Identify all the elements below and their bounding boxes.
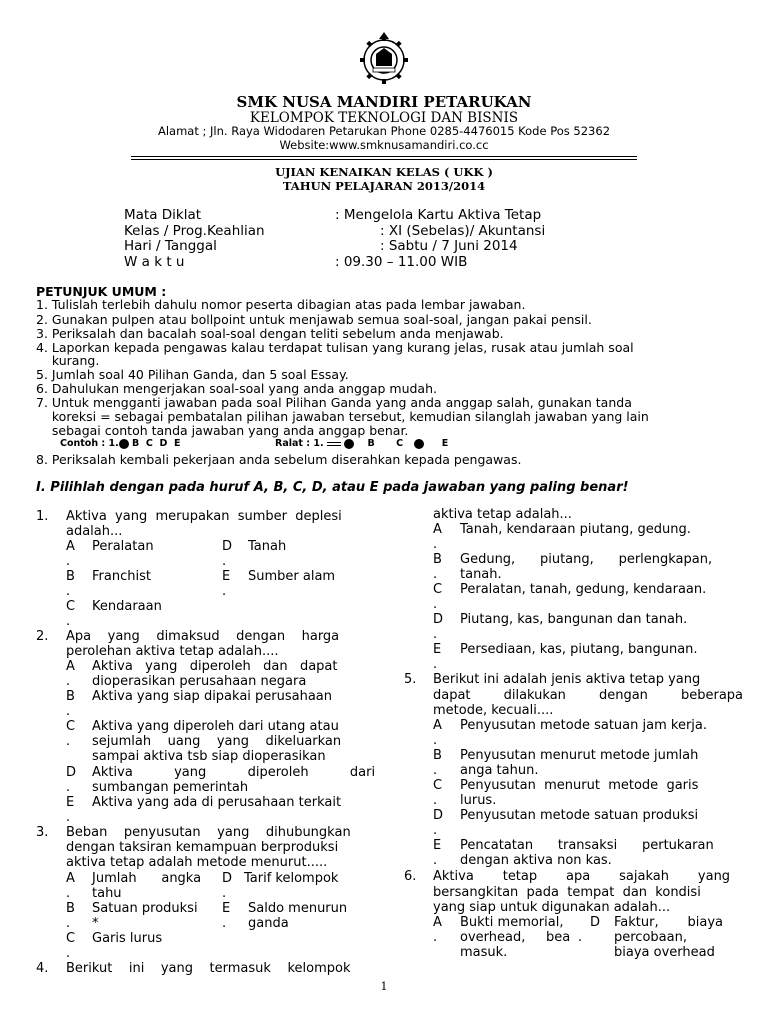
- question-text: Tanah, kendaraan piutang, gedung.: [460, 522, 691, 537]
- example-option-c: C: [396, 438, 404, 449]
- question-text: A: [66, 659, 75, 674]
- question-text: E: [222, 569, 231, 584]
- question-text: .: [433, 537, 438, 552]
- instructions-heading: PETUNJUK UMUM :: [36, 284, 167, 299]
- question-text: Aktiva yang siap dipakai perusahaan: [92, 689, 333, 704]
- info-label-date: Hari / Tanggal: [124, 238, 217, 254]
- question-text: .: [433, 930, 438, 945]
- question-text: Saldo menurun: [248, 901, 348, 916]
- question-text: Penyusutan menurut metode jumlah: [460, 748, 699, 763]
- question-text: percobaan,: [614, 930, 687, 945]
- question-text: Aktiva yang diperoleh dan dapat: [92, 659, 338, 674]
- question-text: A: [66, 539, 75, 554]
- instruction-line: 2. Gunakan pulpen atau bollpoint untuk menjawab semua soal-soal, jangan pakai pensil.: [36, 312, 592, 327]
- question-text: 2.: [36, 629, 49, 644]
- question-text: sumbangan pemerintah: [92, 780, 249, 795]
- question-text: D: [433, 612, 444, 627]
- question-text: B: [66, 569, 75, 584]
- question-text: .: [66, 554, 71, 569]
- question-text: .: [433, 793, 438, 808]
- page-number: 1: [380, 980, 388, 993]
- info-value-time: : 09.30 – 11.00 WIB: [335, 254, 468, 270]
- instruction-line: koreksi = sebagai pembatalan pilihan jawaban tersebut, kemudian silanglah jawaban yang lain: [36, 409, 649, 424]
- question-text: .: [222, 554, 227, 569]
- filled-answer-dot-icon: [119, 439, 129, 449]
- instruction-line: 7. Untuk mengganti jawaban pada soal Pilihan Ganda yang anda anggap salah, gunakan tanda: [36, 395, 632, 410]
- question-text: B: [66, 689, 75, 704]
- question-text: bersangkitan pada tempat dan kondisi: [433, 885, 701, 900]
- question-text: ganda: [248, 916, 289, 931]
- question-text: E: [433, 838, 442, 853]
- question-text: Aktiva yang diperoleh dari utang atau: [92, 719, 339, 734]
- question-text: *: [92, 916, 99, 931]
- question-text: .: [66, 704, 71, 719]
- question-text: overhead, bea: [460, 930, 571, 945]
- header-rule-thin: [131, 159, 637, 160]
- filled-answer-dot-icon: [414, 439, 424, 449]
- question-text: .: [222, 886, 227, 901]
- example-correct-options: B C D E: [128, 438, 181, 449]
- question-text: aktiva tetap adalah...: [433, 507, 572, 522]
- instruction-line: 3. Periksalah dan bacalah soal-soal dengan teliti sebelum anda menjawab.: [36, 326, 504, 341]
- question-text: C: [66, 599, 76, 614]
- question-text: .: [433, 597, 438, 612]
- example-correct: [60, 438, 180, 449]
- question-text: dengan taksiran kemampuan berproduksi: [66, 840, 339, 855]
- question-text: B: [433, 748, 442, 763]
- question-text: D: [66, 765, 77, 780]
- question-text: lurus.: [460, 793, 497, 808]
- question-text: C: [433, 582, 443, 597]
- question-text: .: [66, 734, 71, 749]
- question-text: Berikut ini adalah jenis aktiva tetap yang: [433, 672, 701, 687]
- question-text: Aktiva tetap apa sajakah yang: [433, 869, 731, 884]
- question-text: anga tahun.: [460, 763, 539, 778]
- question-text: sampai aktiva tsb siap dioperasikan: [92, 749, 326, 764]
- question-text: Franchist: [92, 569, 151, 584]
- question-text: dioperasikan perusahaan negara: [92, 674, 307, 689]
- question-text: .: [66, 946, 71, 961]
- question-text: Bukti memorial,: [460, 915, 564, 930]
- question-text: B: [433, 552, 442, 567]
- question-text: Garis lurus: [92, 931, 163, 946]
- question-text: C: [433, 778, 443, 793]
- question-text: .: [66, 916, 71, 931]
- question-text: .: [66, 614, 71, 629]
- question-text: .: [433, 733, 438, 748]
- question-text: Berikut ini yang termasuk kelompok: [66, 961, 351, 976]
- question-text: yang siap untuk digunakan adalah...: [433, 900, 671, 915]
- question-text: A: [433, 915, 442, 930]
- question-text: perolehan aktiva tetap adalah....: [66, 644, 279, 659]
- school-website: Website:www.smknusamandiri.co.cc: [279, 138, 489, 152]
- instruction-line: 1. Tulislah terlebih dahulu nomor peserta dibagian atas pada lembar jawaban.: [36, 297, 526, 312]
- example-correction: [275, 438, 448, 449]
- question-text: Faktur, biaya: [614, 915, 724, 930]
- exam-year: TAHUN PELAJARAN 2013/2014: [282, 179, 486, 193]
- question-text: D: [590, 915, 601, 930]
- school-group: KELOMPOK TEKNOLOGI DAN BISNIS: [249, 110, 519, 126]
- question-text: E: [222, 901, 231, 916]
- question-text: .: [433, 567, 438, 582]
- question-text: Persediaan, kas, piutang, bangunan.: [460, 642, 698, 657]
- question-text: Aktiva yang merupakan sumber deplesi: [66, 509, 342, 524]
- question-text: dengan aktiva non kas.: [460, 853, 612, 868]
- question-text: masuk.: [460, 945, 508, 960]
- question-text: Jumlah angka: [92, 871, 202, 886]
- question-text: .: [66, 674, 71, 689]
- info-value-subject: : Mengelola Kartu Aktiva Tetap: [335, 207, 542, 223]
- question-text: 4.: [36, 961, 49, 976]
- question-text: Penyusutan metode satuan jam kerja.: [460, 718, 707, 733]
- question-text: C: [66, 719, 76, 734]
- question-text: .: [222, 584, 227, 599]
- instruction-line: 8. Periksalah kembali pekerjaan anda sebelum diserahkan kepada pengawas.: [36, 452, 522, 467]
- question-text: .: [433, 823, 438, 838]
- question-text: .: [66, 780, 71, 795]
- question-text: Tarif kelompok: [244, 871, 339, 886]
- question-text: sejumlah uang yang dikeluarkan: [92, 734, 342, 749]
- question-text: Sumber alam: [248, 569, 336, 584]
- info-label-class: Kelas / Prog.Keahlian: [124, 223, 265, 239]
- question-text: Peralatan: [92, 539, 154, 554]
- question-text: .: [433, 853, 438, 868]
- info-value-date: : Sabtu / 7 Juni 2014: [380, 238, 518, 254]
- question-text: .: [222, 916, 227, 931]
- question-text: .: [66, 810, 71, 825]
- question-text: Piutang, kas, bangunan dan tanah.: [460, 612, 688, 627]
- question-text: D: [433, 808, 444, 823]
- question-text: Penyusutan metode satuan produksi: [460, 808, 699, 823]
- question-text: .: [578, 930, 583, 945]
- info-label-time: W a k t u: [124, 254, 185, 270]
- question-text: 1.: [36, 509, 49, 524]
- question-text: Beban penyusutan yang dihubungkan: [66, 825, 351, 840]
- question-text: Peralatan, tanah, gedung, kendaraan.: [460, 582, 707, 597]
- example-correction-label: Ralat : 1.: [275, 438, 324, 449]
- example-option-b: B: [367, 438, 375, 449]
- info-value-class: : XI (Sebelas)/ Akuntansi: [380, 223, 546, 239]
- question-text: adalah...: [66, 524, 123, 539]
- question-text: .: [66, 886, 71, 901]
- crossed-answer-icon: [327, 439, 341, 449]
- question-text: D: [222, 539, 233, 554]
- instruction-line: 4. Laporkan kepada pengawas kalau terdapat tulisan yang kurang jelas, rusak atau jumlah soal: [36, 340, 634, 355]
- question-text: 6.: [404, 869, 417, 884]
- question-text: A: [433, 522, 442, 537]
- question-text: .: [433, 627, 438, 642]
- question-text: biaya overhead: [614, 945, 715, 960]
- school-name: SMK NUSA MANDIRI PETARUKAN: [236, 93, 532, 111]
- filled-answer-dot-icon: [344, 439, 354, 449]
- question-text: 3.: [36, 825, 49, 840]
- instruction-line: sebagai contoh tanda jawaban yang anda anggap benar.: [36, 423, 409, 438]
- question-text: Aktiva yang ada di perusahaan terkait: [92, 795, 342, 810]
- question-text: metode, kecuali....: [433, 703, 554, 718]
- question-text: Gedung, piutang, perlengkapan,: [460, 552, 713, 567]
- question-text: dapat dilakukan dengan beberapa: [433, 688, 744, 703]
- question-text: B: [66, 901, 75, 916]
- question-text: E: [66, 795, 75, 810]
- section-title: I. Pilihlah dengan pada huruf A, B, C, D, atau E pada jawaban yang paling benar!: [36, 480, 629, 495]
- question-text: Kendaraan: [92, 599, 162, 614]
- school-emblem-gear-icon: [358, 30, 410, 90]
- header-rule: [131, 156, 637, 157]
- question-text: tanah.: [460, 567, 502, 582]
- question-text: .: [433, 657, 438, 672]
- question-text: D: [222, 871, 233, 886]
- instruction-line: 5. Jumlah soal 40 Pilihan Ganda, dan 5 soal Essay.: [36, 367, 349, 382]
- question-text: Satuan produksi: [92, 901, 198, 916]
- exam-title: UJIAN KENAIKAN KELAS ( UKK ): [275, 165, 493, 179]
- example-option-e: E: [441, 438, 449, 449]
- question-text: Penyusutan menurut metode garis: [460, 778, 699, 793]
- question-text: A: [433, 718, 442, 733]
- question-text: .: [66, 584, 71, 599]
- question-text: Pencatatan transaksi pertukaran: [460, 838, 714, 853]
- school-address: Alamat ; Jln. Raya Widodaren Petarukan Phone 0285-4476015 Kode Pos 52362: [157, 124, 611, 138]
- question-text: 5.: [404, 672, 417, 687]
- question-text: Aktiva yang diperoleh dari: [92, 765, 376, 780]
- question-text: Tanah: [248, 539, 287, 554]
- instruction-line: 6. Dahulukan mengerjakan soal-soal yang anda anggap mudah.: [36, 381, 437, 396]
- instruction-line: kurang.: [36, 353, 100, 368]
- question-text: .: [433, 763, 438, 778]
- question-text: A: [66, 871, 75, 886]
- question-text: C: [66, 931, 76, 946]
- example-correct-label: Contoh : 1.: [60, 438, 119, 449]
- question-text: Apa yang dimaksud dengan harga: [66, 629, 340, 644]
- question-text: E: [433, 642, 442, 657]
- question-text: tahu: [92, 886, 122, 901]
- question-text: aktiva tetap adalah metode menurut.....: [66, 855, 328, 870]
- info-label-subject: Mata Diklat: [124, 207, 202, 223]
